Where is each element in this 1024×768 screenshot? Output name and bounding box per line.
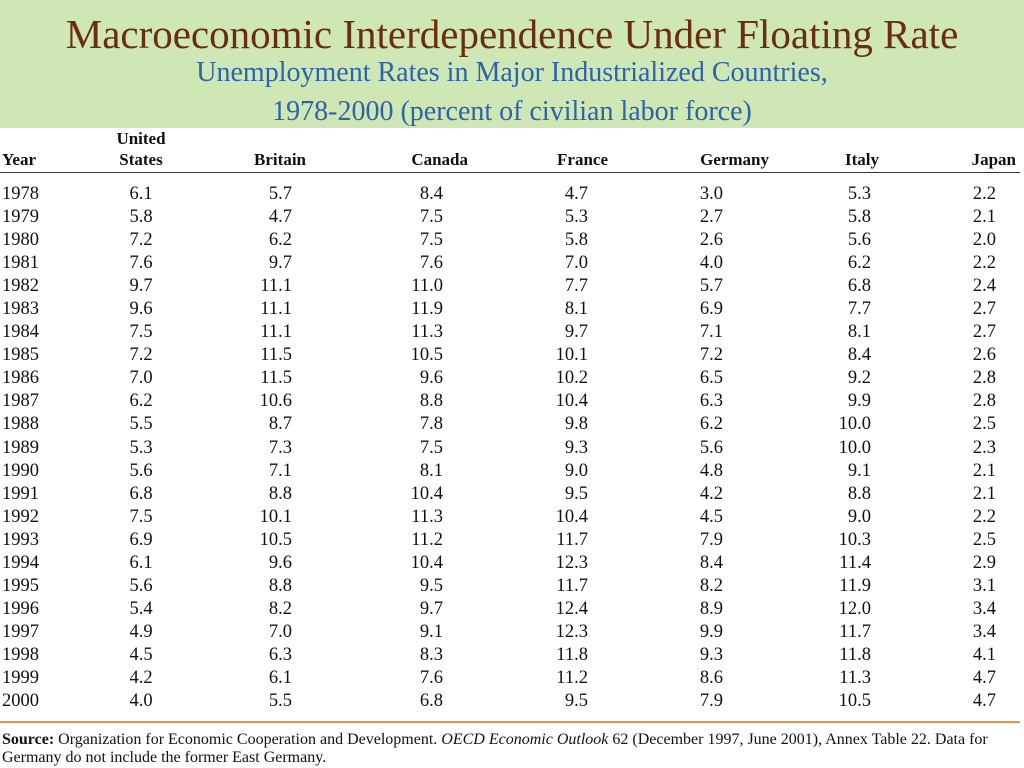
- italy-cell: 6.2: [847, 253, 871, 274]
- france-cell: 10.4: [555, 506, 588, 527]
- japan-cell: 2.7: [972, 299, 996, 320]
- year-cell: 1986: [2, 368, 39, 389]
- canada-cell: 8.8: [419, 391, 443, 412]
- japan-cell: 3.1: [972, 575, 996, 596]
- header-japan: Japan: [897, 128, 1020, 173]
- table-body: [0, 183, 1020, 713]
- japan-cell: 2.5: [972, 414, 996, 435]
- header-year: Year: [0, 128, 95, 173]
- us-cell: 7.2: [129, 345, 153, 366]
- japan-cell: 2.6: [972, 345, 996, 366]
- canada-cell: 9.5: [419, 575, 443, 596]
- canada-cell: 9.7: [419, 598, 443, 619]
- italy-cell: 11.7: [839, 621, 871, 642]
- japan-cell: 2.2: [972, 184, 996, 205]
- britain-cell: 8.8: [268, 575, 292, 596]
- year-cell: 1993: [2, 529, 39, 550]
- us-cell: 9.6: [129, 299, 153, 320]
- year-cell: 1990: [2, 460, 39, 481]
- table-row: [0, 183, 1020, 206]
- source-text-after: 62 (December 1997, June 2001), Annex Table 22. Data for Germany do not include the former East Germany.: [2, 731, 988, 766]
- germany-cell: 8.9: [699, 598, 723, 619]
- france-cell: 4.7: [564, 184, 588, 205]
- germany-cell: 6.3: [699, 391, 723, 412]
- france-cell: 11.7: [556, 575, 588, 596]
- japan-cell: 2.1: [972, 460, 996, 481]
- canada-cell: 10.4: [410, 552, 443, 573]
- year-cell: 1984: [2, 322, 39, 343]
- britain-cell: 8.7: [268, 414, 292, 435]
- table-row: [0, 621, 1020, 644]
- japan-cell: 2.8: [972, 391, 996, 412]
- germany-cell: 4.2: [699, 483, 723, 504]
- header-germany: Germany: [614, 128, 777, 173]
- us-cell: 5.6: [129, 460, 153, 481]
- france-cell: 7.7: [564, 276, 588, 297]
- year-cell: 1995: [2, 575, 39, 596]
- italy-cell: 11.8: [839, 644, 871, 665]
- france-cell: 10.1: [555, 345, 588, 366]
- italy-cell: 8.4: [847, 345, 871, 366]
- britain-cell: 4.7: [268, 207, 292, 228]
- germany-cell: 8.4: [699, 552, 723, 573]
- year-cell: 1991: [2, 483, 39, 504]
- year-cell: 1994: [2, 552, 39, 573]
- us-cell: 7.6: [129, 253, 153, 274]
- canada-cell: 7.6: [419, 253, 443, 274]
- header-canada: Canada: [330, 128, 476, 173]
- japan-cell: 2.3: [972, 437, 996, 458]
- italy-cell: 8.8: [847, 483, 871, 504]
- germany-cell: 7.9: [699, 529, 723, 550]
- germany-cell: 4.5: [699, 506, 723, 527]
- italy-cell: 5.6: [847, 230, 871, 251]
- italy-cell: 10.0: [838, 414, 871, 435]
- france-cell: 9.3: [564, 437, 588, 458]
- japan-cell: 4.1: [972, 644, 996, 665]
- japan-cell: 2.5: [972, 529, 996, 550]
- year-cell: 1997: [2, 621, 39, 642]
- us-cell: 5.4: [129, 598, 153, 619]
- britain-cell: 6.2: [268, 230, 292, 251]
- unemployment-table: [0, 128, 1020, 713]
- italy-cell: 9.9: [847, 391, 871, 412]
- japan-cell: 2.8: [972, 368, 996, 389]
- britain-cell: 9.6: [268, 552, 292, 573]
- source-note: [2, 731, 1020, 767]
- us-cell: 4.0: [129, 691, 153, 712]
- germany-cell: 6.2: [699, 414, 723, 435]
- britain-cell: 5.5: [268, 691, 292, 712]
- canada-cell: 11.0: [411, 276, 443, 297]
- france-cell: 11.2: [556, 668, 588, 688]
- year-cell: 1978: [2, 184, 39, 205]
- year-cell: 1996: [2, 598, 39, 619]
- us-cell: 6.8: [129, 483, 153, 504]
- year-cell: 1999: [2, 668, 39, 688]
- britain-cell: 6.3: [268, 644, 292, 665]
- italy-cell: 11.9: [839, 575, 871, 596]
- germany-cell: 6.5: [699, 368, 723, 389]
- japan-cell: 4.7: [972, 691, 996, 712]
- germany-cell: 2.6: [699, 230, 723, 251]
- germany-cell: 3.0: [699, 184, 723, 205]
- france-cell: 9.5: [564, 483, 588, 504]
- year-cell: 2000: [2, 691, 39, 712]
- us-cell: 4.9: [129, 621, 153, 642]
- france-cell: 7.0: [564, 253, 588, 274]
- germany-cell: 2.7: [699, 207, 723, 228]
- table-row: [0, 229, 1020, 252]
- canada-cell: 8.3: [419, 644, 443, 665]
- britain-cell: 10.6: [259, 391, 292, 412]
- italy-cell: 11.3: [839, 668, 871, 688]
- us-cell: 9.7: [129, 276, 153, 297]
- year-cell: 1980: [2, 230, 39, 251]
- britain-cell: 11.1: [260, 299, 292, 320]
- britain-cell: 6.1: [268, 668, 292, 688]
- us-cell: 5.8: [129, 207, 153, 228]
- italy-cell: 9.0: [847, 506, 871, 527]
- britain-cell: 10.1: [259, 506, 292, 527]
- table-row: [0, 529, 1020, 552]
- france-cell: 12.3: [555, 552, 588, 573]
- canada-cell: 7.8: [419, 414, 443, 435]
- header-united-states: [95, 128, 187, 173]
- france-cell: 9.5: [564, 691, 588, 712]
- canada-cell: 10.5: [410, 345, 443, 366]
- japan-cell: 3.4: [972, 598, 996, 619]
- table-row: [0, 437, 1020, 460]
- table-row: [0, 367, 1020, 390]
- us-cell: 4.5: [129, 644, 153, 665]
- header-us-line-1: United: [116, 129, 166, 148]
- year-cell: 1988: [2, 414, 39, 435]
- japan-cell: 2.4: [972, 276, 996, 297]
- canada-cell: 10.4: [410, 483, 443, 504]
- france-cell: 9.0: [564, 460, 588, 481]
- us-cell: 6.1: [129, 552, 153, 573]
- table-row: [0, 506, 1020, 529]
- italy-cell: 11.4: [839, 552, 871, 573]
- table-row: [0, 390, 1020, 413]
- france-cell: 5.3: [564, 207, 588, 228]
- table-row: [0, 483, 1020, 506]
- germany-cell: 5.7: [699, 276, 723, 297]
- canada-cell: 7.5: [419, 437, 443, 458]
- canada-cell: 6.8: [419, 691, 443, 712]
- us-cell: 5.3: [129, 437, 153, 458]
- us-cell: 7.5: [129, 506, 153, 527]
- table-row: [0, 644, 1020, 667]
- britain-cell: 8.2: [268, 598, 292, 619]
- source-label: Source:: [2, 731, 55, 748]
- year-cell: 1985: [2, 345, 39, 366]
- table-row: [0, 575, 1020, 598]
- italy-cell: 7.7: [847, 299, 871, 320]
- year-cell: 1992: [2, 506, 39, 527]
- canada-cell: 11.3: [411, 506, 443, 527]
- year-cell: 1989: [2, 437, 39, 458]
- table-row: [0, 275, 1020, 298]
- table-row: [0, 344, 1020, 367]
- us-cell: 6.1: [129, 184, 153, 205]
- britain-cell: 5.7: [268, 184, 292, 205]
- source-divider: [0, 721, 1020, 723]
- germany-cell: 7.2: [699, 345, 723, 366]
- table-subtitle-line-2: 1978-2000 (percent of civilian labor force): [272, 96, 752, 127]
- italy-cell: 5.3: [847, 184, 871, 205]
- us-cell: 5.5: [129, 414, 153, 435]
- france-cell: 5.8: [564, 230, 588, 251]
- japan-cell: 2.9: [972, 552, 996, 573]
- year-cell: 1983: [2, 299, 39, 320]
- canada-cell: 9.1: [419, 621, 443, 642]
- us-cell: 6.9: [129, 529, 153, 550]
- britain-cell: 10.5: [259, 529, 292, 550]
- header-britain: Britain: [187, 128, 330, 173]
- japan-cell: 4.7: [972, 668, 996, 688]
- canada-cell: 7.5: [419, 207, 443, 228]
- france-cell: 10.2: [555, 368, 588, 389]
- france-cell: 11.7: [556, 529, 588, 550]
- canada-cell: 7.5: [419, 230, 443, 251]
- britain-cell: 7.1: [268, 460, 292, 481]
- year-cell: 1981: [2, 253, 39, 274]
- canada-cell: 7.6: [419, 668, 443, 688]
- us-cell: 7.5: [129, 322, 153, 343]
- italy-cell: 9.1: [847, 460, 871, 481]
- canada-cell: 11.9: [411, 299, 443, 320]
- germany-cell: 5.6: [699, 437, 723, 458]
- japan-cell: 2.7: [972, 322, 996, 343]
- us-cell: 6.2: [129, 391, 153, 412]
- italy-cell: 8.1: [847, 322, 871, 343]
- britain-cell: 7.0: [268, 621, 292, 642]
- germany-cell: 9.3: [699, 644, 723, 665]
- france-cell: 9.8: [564, 414, 588, 435]
- table-subtitle-line-1: Unemployment Rates in Major Industrialized Countries,: [196, 57, 828, 88]
- canada-cell: 8.4: [419, 184, 443, 205]
- germany-cell: 8.6: [699, 668, 723, 688]
- france-cell: 12.4: [555, 598, 588, 619]
- us-cell: 7.0: [129, 368, 153, 389]
- germany-cell: 8.2: [699, 575, 723, 596]
- italy-cell: 12.0: [838, 598, 871, 619]
- france-cell: 9.7: [564, 322, 588, 343]
- table-row: [0, 667, 1020, 690]
- us-cell: 7.2: [129, 230, 153, 251]
- japan-cell: 2.2: [972, 506, 996, 527]
- japan-cell: 2.1: [972, 207, 996, 228]
- table-row: [0, 206, 1020, 229]
- table-header-row: [0, 128, 1020, 173]
- japan-cell: 2.2: [972, 253, 996, 274]
- britain-cell: 8.8: [268, 483, 292, 504]
- slide-title: Macroeconomic Interdependence Under Floating Rate: [65, 11, 959, 57]
- japan-cell: 2.0: [972, 230, 996, 251]
- britain-cell: 11.1: [260, 276, 292, 297]
- source-publication: OECD Economic Outlook: [441, 731, 609, 748]
- year-cell: 1979: [2, 207, 39, 228]
- us-cell: 5.6: [129, 575, 153, 596]
- table-row: [0, 460, 1020, 483]
- germany-cell: 9.9: [699, 621, 723, 642]
- germany-cell: 7.9: [699, 691, 723, 712]
- table-row: [0, 298, 1020, 321]
- italy-cell: 5.8: [847, 207, 871, 228]
- canada-cell: 8.1: [419, 460, 443, 481]
- italy-cell: 10.5: [838, 691, 871, 712]
- table-row: [0, 413, 1020, 436]
- table-row: [0, 690, 1020, 713]
- source-text-before: Organization for Economic Cooperation and Development.: [54, 731, 442, 748]
- table-row: [0, 598, 1020, 621]
- britain-cell: 11.1: [260, 322, 292, 343]
- header-italy: Italy: [777, 128, 897, 173]
- italy-cell: 10.3: [838, 529, 871, 550]
- britain-cell: 9.7: [268, 253, 292, 274]
- year-cell: 1998: [2, 644, 39, 665]
- italy-cell: 9.2: [847, 368, 871, 389]
- table-row: [0, 552, 1020, 575]
- germany-cell: 7.1: [699, 322, 723, 343]
- year-cell: 1987: [2, 391, 39, 412]
- japan-cell: 3.4: [972, 621, 996, 642]
- germany-cell: 4.0: [699, 253, 723, 274]
- table-row: [0, 321, 1020, 344]
- us-cell: 4.2: [129, 668, 153, 688]
- france-cell: 12.3: [555, 621, 588, 642]
- header-us-line-2: States: [119, 150, 163, 169]
- table-row: [0, 252, 1020, 275]
- germany-cell: 6.9: [699, 299, 723, 320]
- canada-cell: 11.3: [411, 322, 443, 343]
- year-cell: 1982: [2, 276, 39, 297]
- france-cell: 8.1: [564, 299, 588, 320]
- britain-cell: 7.3: [268, 437, 292, 458]
- britain-cell: 11.5: [260, 345, 292, 366]
- britain-cell: 11.5: [260, 368, 292, 389]
- france-cell: 11.8: [556, 644, 588, 665]
- italy-cell: 6.8: [847, 276, 871, 297]
- japan-cell: 2.1: [972, 483, 996, 504]
- canada-cell: 11.2: [411, 529, 443, 550]
- italy-cell: 10.0: [838, 437, 871, 458]
- germany-cell: 4.8: [699, 460, 723, 481]
- header-france: France: [476, 128, 614, 173]
- france-cell: 10.4: [555, 391, 588, 412]
- canada-cell: 9.6: [419, 368, 443, 389]
